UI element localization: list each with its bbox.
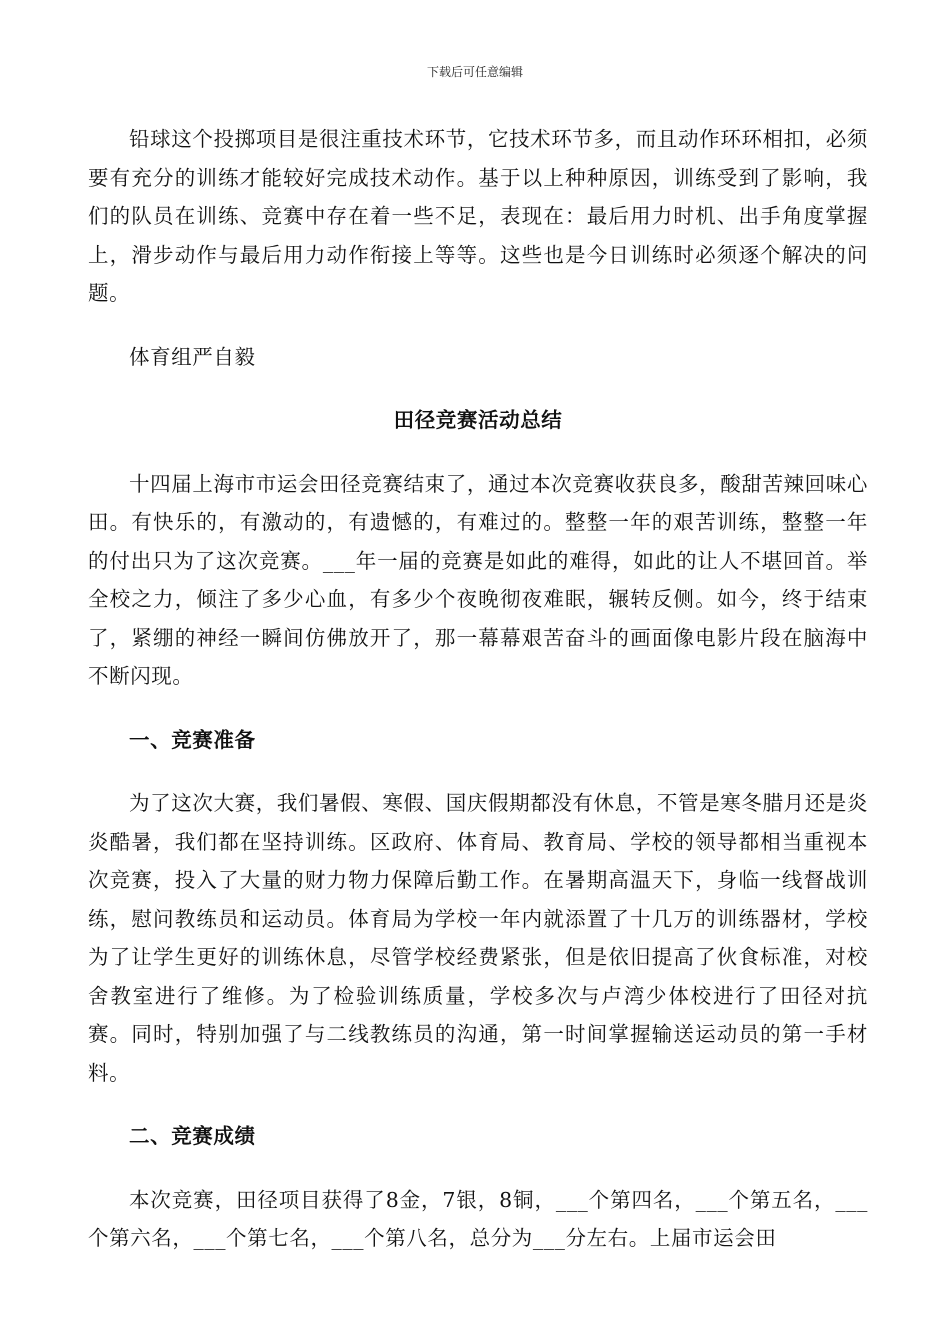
section-1-paragraph: 为了这次大赛，我们暑假、寒假、国庆假期都没有休息，不管是寒冬腊月还是炎炎酷暑，我们都在坚持训练。区政府、体育局、教育局、学校的领导都相当重视本次竞赛，投入了大量的财力物力保障后勤工作。在暑期高温天下，身临一线督战训练，慰问教练员和运动员。体育局为学校一年内就添置了十几万的训练器材，学校为了让学生更好的训练休息，尽管学校经费紧张，但是依旧提高了伙食标准，对校舍教室进行了维修。为了检验训练质量，学校多次与卢湾少体校进行了田径对抗赛。同时，特别加强了与二线教练员的沟通，第一时间掌握输送运动员的第一手材料。 bbox=[88, 791, 868, 1085]
section-2-heading: 二、竞赛成绩 bbox=[129, 1124, 256, 1148]
document-body bbox=[88, 120, 868, 1258]
section-2-paragraph: 本次竞赛，田径项目获得了8金，7银，8铜，___个第四名，___个第五名，___个第六名，___个第七名，___个第八名，总分为___分左右。上届市运会田 bbox=[88, 1187, 868, 1250]
paragraph-1: 十四届上海市市运会田径竞赛结束了，通过本次竞赛收获良多，酸甜苦辣回味心田。有快乐的，有激动的，有遗憾的，有难过的。整整一年的艰苦训练，整整一年的付出只为了这次竞赛。___年一届的竞赛是如此的难得，如此的让人不堪回首。举全校之力，倾注了多少心血，有多少个夜晚彻夜难眠，辗转反侧。如今，终于结束了，紧绷的神经一瞬间仿佛放开了，那一幕幕艰苦奋斗的画面像电影片段在脑海中不断闪现。 bbox=[88, 471, 868, 688]
document-title: 田径竞赛活动总结 bbox=[393, 408, 563, 432]
signature: 体育组严自毅 bbox=[129, 344, 256, 369]
page-header: 下载后可任意编辑 bbox=[426, 65, 523, 79]
intro-paragraph: 铅球这个投掷项目是很注重技术环节，它技术环节多，而且动作环环相扣，必须要有充分的训练才能较好完成技术动作。基于以上种种原因，训练受到了影响，我们的队员在训练、竞赛中存在着一些不足，表现在：最后用力时机、出手角度掌握上，滑步动作与最后用力动作衔接上等等。这些也是今日训练时必须逐个解决的问题。 bbox=[88, 127, 868, 305]
section-1-heading: 一、竞赛准备 bbox=[129, 727, 256, 752]
